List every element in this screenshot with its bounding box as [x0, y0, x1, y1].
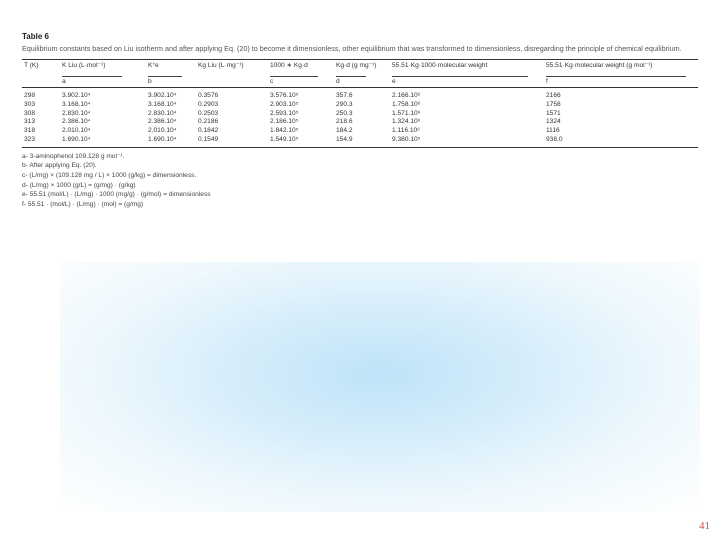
table-cell: 2.386.10⁴ [148, 118, 177, 126]
subheader-cell: c [268, 73, 334, 88]
table-cell: 1758 [546, 100, 561, 108]
table-cell: 938.0 [544, 136, 698, 147]
table-cell: 2.593.10⁵ [270, 109, 299, 117]
table-cell: 1.758.10⁶ [392, 100, 421, 108]
table-cell: 313 [24, 118, 36, 126]
footnote-f: f- 55.51 · (mol/L) · (L/mg) · (mol) = (g/mg) [22, 200, 144, 208]
table-cell: 3.168.10⁴ [148, 100, 177, 108]
subheader-cell: f [544, 73, 698, 88]
header-cell: K°e [146, 60, 196, 74]
table-cell: 303 [24, 100, 36, 108]
footnote-a: a- 3-aminophenol 109.128 g mol⁻¹. [22, 152, 125, 160]
header-cell: Kg Liu (L·mg⁻¹) [196, 60, 268, 74]
table-cell: 0.1549 [196, 136, 268, 147]
table-cell: 1.324.10⁶ [392, 118, 421, 126]
header-cell: 55.51·Kg·molecular weight (g mol⁻¹) [544, 60, 698, 74]
footnote-b: b- After applying Eq. (20). [22, 162, 97, 170]
table-cell: 3.902.10⁴ [148, 92, 177, 99]
header-cell: 55.51·Kg·1000·molecular weight [390, 60, 544, 74]
table-cell: 357.6 [336, 92, 353, 99]
header-cell: Kg·d (g mg⁻¹) [334, 60, 390, 74]
table-cell: 2.830.10⁴ [62, 109, 91, 117]
equilibrium-constants-table [22, 59, 698, 148]
table-cell: 1.116.10⁶ [392, 127, 420, 135]
table-cell: 323 [22, 136, 60, 147]
table-header-row [22, 60, 698, 74]
subheader-cell: e [390, 73, 544, 88]
table-cell: 2.010.10⁴ [148, 127, 177, 135]
table-cell: 290.3 [336, 100, 353, 108]
subheader-cell: b [146, 73, 196, 88]
table-caption: Equilibrium constants based on Liu isotherm and after applying Eq. (20) to become it dimensionless, other equilibrium that was transformed to dimensionless, disregarding the principle of chemical equilibrium. [22, 44, 682, 53]
subheader-cell: a [60, 73, 146, 88]
slide-content [22, 32, 698, 209]
table-cell: 0.2903 [198, 100, 219, 108]
footnote-c: c- (L/mg) × (109.128 mg / L) × 1000 (g/kg) = dimensionless. [22, 171, 197, 179]
table-cell: 2166 [546, 92, 561, 99]
subheader-cell [196, 73, 268, 88]
table-row [22, 110, 698, 119]
table-row [22, 101, 698, 110]
table-label: Table 6 [22, 32, 49, 41]
table-cell: 3.576.10⁵ [270, 92, 299, 99]
table-cell: 1116 [546, 127, 560, 135]
table-footnotes [22, 152, 698, 210]
table-cell: 1.690.10⁴ [146, 136, 196, 147]
background-glow [60, 262, 700, 512]
table-cell: 9.380.10⁵ [390, 136, 544, 147]
footnote-d: d- (L/mg) × 1000 (g/L) = (g/mg) · (g/kg) [22, 181, 136, 189]
table-cell: 0.3576 [198, 92, 219, 99]
table-cell: 0.2503 [198, 109, 219, 117]
table-cell: 3.168.10⁴ [62, 100, 91, 108]
subheader-cell: d [334, 73, 390, 88]
table-cell: 218.6 [336, 118, 353, 126]
table-cell: 0.1842 [198, 127, 219, 135]
table-cell: 1571 [546, 109, 561, 117]
table-cell: 2.903.10⁵ [270, 100, 299, 108]
header-cell: 1000 ∗ Kg·d [268, 60, 334, 74]
page-number: 41 [699, 520, 710, 532]
table-cell: 1.549.10⁵ [268, 136, 334, 147]
header-cell: T (K) [22, 60, 60, 74]
table-cell: 318 [24, 127, 36, 135]
table-row [22, 118, 698, 127]
table-cell: 2.386.10⁴ [62, 118, 91, 126]
table-cell: 184.2 [336, 127, 353, 135]
table-cell: 1.690.10⁴ [60, 136, 146, 147]
table-cell: 2.186.10⁵ [270, 118, 299, 126]
table-cell: 1.571.10⁶ [392, 109, 421, 117]
table-row [22, 127, 698, 136]
table-cell: 3.902.10⁴ [62, 92, 91, 99]
table-cell: 250.3 [336, 109, 353, 117]
table-cell: 0.2186 [198, 118, 219, 126]
table-cell: 1324 [546, 118, 561, 126]
table-cell: 2.830.10⁴ [148, 109, 177, 117]
table-cell: 298 [24, 92, 36, 99]
table-cell: 154.9 [334, 136, 390, 147]
table-cell: 308 [24, 109, 36, 117]
table-cell: 2.166.10⁶ [392, 92, 421, 99]
header-cell: K Liu (L·mol⁻¹) [60, 60, 146, 74]
subheader-cell [22, 73, 60, 88]
table-subheader-row [22, 73, 698, 88]
table-row [22, 88, 698, 101]
table-cell: 1.842.10⁵ [270, 127, 299, 135]
table-cell: 2.010.10⁴ [62, 127, 91, 135]
footnote-e: e- 55.51 (mol/L) · (L/mg) · 1000 (mg/g) · (g/mol) = dimensionless [22, 191, 211, 199]
table-row [22, 136, 698, 147]
